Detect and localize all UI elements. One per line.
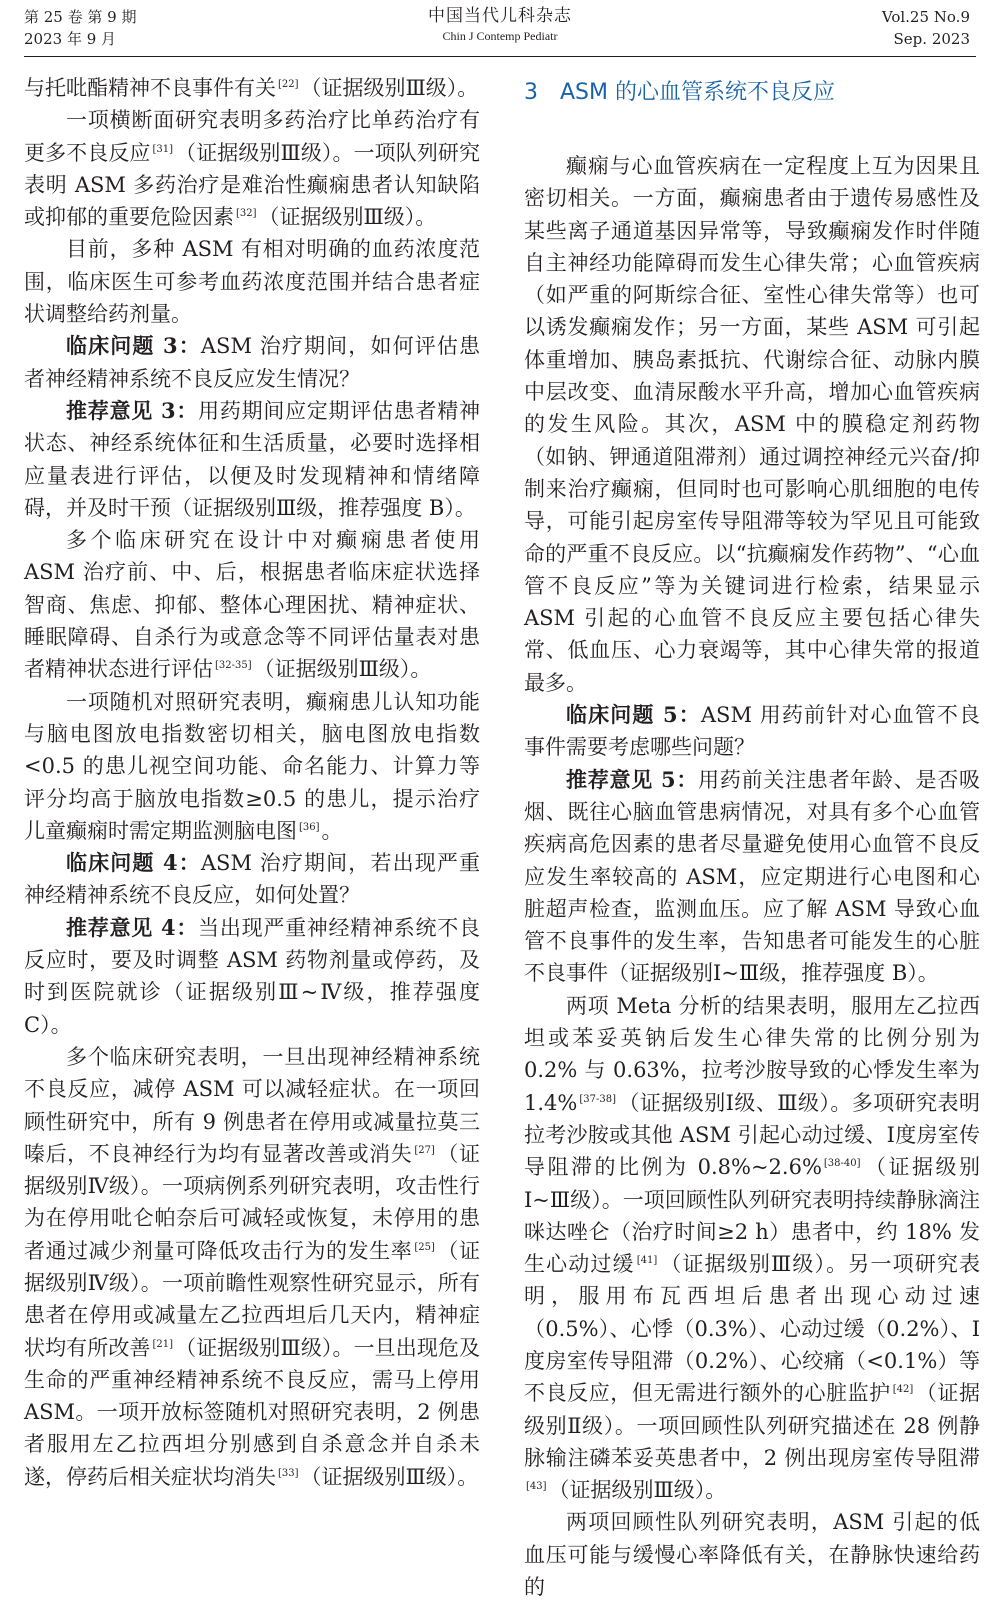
text-run: 与托吡酯精神不良事件有关 <box>24 76 276 100</box>
text-run: ASM 治疗期间，若出现严重神经精神系统不良反应，如何处置？ <box>24 851 480 908</box>
citation: [42] <box>892 1384 914 1396</box>
label-bold: 临床问题 3： <box>66 333 201 359</box>
citation: [41] <box>636 1255 658 1267</box>
right-column <box>524 72 980 1603</box>
text-run: 用药期间应定期评估患者精神状态、神经系统体征和生活质量，必要时选择相应量表进行评估，以便及时发现精神和情绪障碍，并及时干预（证据级别Ⅲ级，推荐强度 B）。 <box>24 398 480 520</box>
citation: [25] <box>414 1241 435 1253</box>
citation: [32-35] <box>215 660 252 672</box>
paragraph <box>24 72 480 104</box>
text-run: 一项横断面研究表明多药治疗比单药治疗有更多不良反应 <box>24 108 480 165</box>
header-center <box>0 5 1000 45</box>
label-bold: 临床问题 5： <box>566 702 701 728</box>
text-run: 多个临床研究在设计中对癫痫患者使用 ASM 治疗前、中、后，根据患者临床症状选择智商、焦虑、抑郁、整体心理困扰、精神症状、睡眠障碍、自杀行为或意念等不同评估量表对患者精神状态进行评估 <box>24 528 480 682</box>
text-run: （证据级别Ⅳ级）。一项前瞻性观察性研究显示，所有患者在停用或减量左乙拉西坦后几天内，精神症状均有所改善 <box>24 1238 481 1360</box>
header-date-cn: 2023 年 9 月 <box>24 30 117 48</box>
paragraph <box>24 686 480 847</box>
paragraph <box>524 150 980 699</box>
label-bold: 推荐意见 5： <box>566 766 699 792</box>
recommendation-5 <box>524 764 980 990</box>
text-run: 两项 Meta 分析的结果表明，服用左乙拉西坦或苯妥英钠后发生心律失常的比例分别为 0.2% 与 0.63%，拉考沙胺导致的心悸发生率为 1.4% <box>524 993 980 1115</box>
journal-title-cn: 中国当代儿科杂志 <box>428 6 572 26</box>
label-bold: 推荐意见 3： <box>66 397 199 423</box>
citation: [38-40] <box>823 1158 861 1170</box>
paragraph <box>24 233 480 330</box>
citation: [31] <box>152 143 174 155</box>
citation: [32] <box>236 208 257 220</box>
clinical-question-4 <box>24 847 480 912</box>
citation: [27] <box>414 1144 435 1156</box>
label-bold: 临床问题 4： <box>66 850 201 876</box>
text-run: （证据级别Ⅲ级）。一旦出现危及生命的严重神经精神系统不良反应，需马上停用 ASM。一项开放标签随机对照研究表明，2 例患者服用左乙拉西坦分别感到自杀意念并自杀未遂，停药后相关症状均消失 <box>24 1335 480 1489</box>
paragraph <box>24 1041 480 1493</box>
text-run: （证据级别Ⅳ级）。一项病例系列研究表明，攻击性行为在停用吡仑帕奈后可减轻或恢复，未停用的患者通过减少剂量可降低攻击行为的发生率 <box>24 1141 481 1263</box>
text-run: （证据级别Ⅲ级）。 <box>300 1464 479 1489</box>
paragraph <box>24 524 480 685</box>
running-header <box>0 0 1000 56</box>
text-run: （证据级别Ⅲ级）。 <box>548 1478 727 1503</box>
citation: [21] <box>152 1338 174 1350</box>
text-run: （证据级别Ⅲ级）。一项队列研究表明 ASM 多药治疗是难治性癫痫患者认知缺陷或抑郁的重要危险因素 <box>24 140 480 230</box>
header-volume-cn: 第 25 卷 第 9 期 <box>24 8 137 26</box>
left-column <box>24 72 480 1493</box>
text-run: 两项回顾性队列研究表明，ASM 引起的低血压可能与缓慢心率降低有关，在静脉快速给药的 <box>524 1510 980 1600</box>
journal-title-en: Chin J Contemp Pediatr <box>442 29 558 43</box>
text-run: 用药前关注患者年龄、是否吸烟、既往心脑血管患病情况，对具有多个心血管疾病高危因素的患者尽量避免使用心血管不良反应发生率较高的 ASM，应定期进行心电图和心脏超声检查，监测血压。应了解 ASM 导致心血管不良事件的发生率，告知患者可能发生的心脏不良事件（证据级别Ⅰ~Ⅲ级，推荐强度 B）。 <box>524 767 980 986</box>
citation: [36] <box>299 821 320 833</box>
text-run: （证据级别Ⅱ级）。一项回顾性队列研究描述在 28 例静脉输注磷苯妥英患者中，2 例出现房室传导阻滞 <box>524 1381 981 1470</box>
citation: [33] <box>278 1467 299 1479</box>
text-run: （证据级别Ⅲ级）。 <box>300 76 479 100</box>
citation: [43] <box>526 1481 547 1493</box>
paragraph <box>24 104 480 233</box>
recommendation-3 <box>24 395 480 524</box>
text-run: （证据级别Ⅰ~Ⅲ级）。一项回顾性队列研究表明持续静脉滴注咪达唑仑（治疗时间≥2 h）患者中，约 18% 发生心动过缓 <box>524 1155 980 1277</box>
citation: [22] <box>278 79 299 90</box>
citation: [37-38] <box>579 1093 616 1105</box>
header-date-en: Sep. 2023 <box>893 30 970 48</box>
clinical-question-3 <box>24 330 480 395</box>
text-run: 。 <box>321 818 343 843</box>
text-run: （证据级别Ⅲ级）。 <box>258 205 437 230</box>
text-run: 当出现严重神经精神系统不良反应时，要及时调整 ASM 药物剂量或停药，及时到医院就诊（证据级别Ⅲ~Ⅳ级，推荐强度 C）。 <box>24 915 480 1037</box>
clinical-question-5 <box>524 699 980 764</box>
paragraph <box>524 1506 980 1603</box>
header-divider <box>24 56 976 57</box>
text-run: 多个临床研究表明，一旦出现神经精神系统不良反应，减停 ASM 可以减轻症状。在一项回顾性研究中，所有 9 例患者在停用或减量拉莫三嗪后，不良神经行为均有显著改善或消失 <box>24 1044 480 1166</box>
text-run: 癫痫与心血管疾病在一定程度上互为因果且密切相关。一方面，癫痫患者由于遗传易感性及某些离子通道基因异常等，导致癫痫发作时伴随自主神经功能障碍而发生心律失常；心血管疾病（如严重的阿斯综合征、室性心律失常等）也可以诱发癫痫发作；另一方面，某些 ASM 可引起体重增加、胰岛素抵抗、代谢综合征、动脉内膜中层改变、血清尿酸水平升高，增加心血管疾病的发生风险。其次，ASM 中的膜稳定剂药物（如钠、钾通道阻滞剂）通过调控神经元兴奋/抑制来治疗癫痫，但同时也可影响心肌细胞的电传导，可能引起房室传导阻滞等较为罕见且可能致命的严重不良反应。以“抗癫痫发作药物”、“心血管不良反应”等为关键词进行检索，结果显示 ASM 引起的心血管不良反应主要包括心律失常、低血压、心力衰竭等，其中心律失常的报道最多。 <box>524 154 980 695</box>
text-run: ASM 治疗期间，如何评估患者神经精神系统不良反应发生情况？ <box>24 334 480 391</box>
text-run: 目前，多种 ASM 有相对明确的血药浓度范围，临床医生可参考血药浓度范围并结合患者症状调整给药剂量。 <box>24 237 480 327</box>
recommendation-4 <box>24 912 480 1041</box>
label-bold: 推荐意见 4： <box>66 914 199 940</box>
text-run: （证据级别Ⅲ级）。 <box>253 657 432 682</box>
text-run: （证据级别Ⅲ级）。另一项研究表明，服用布瓦西坦后患者出现心动过速（0.5%）、心悸（0.3%）、心动过缓（0.2%）、Ⅰ度房室传导阻滞（0.2%）、心绞痛（<0.1%）等不良反应，但无需进行额外的心脏监护 <box>524 1252 980 1406</box>
header-right <box>882 6 970 50</box>
paragraph <box>524 990 980 1507</box>
section-heading: 3 ASM 的心血管系统不良反应 <box>524 80 835 105</box>
header-volume-en: Vol.25 No.9 <box>881 8 970 26</box>
text-run: （证据级别Ⅰ级、Ⅲ级）。多项研究表明拉考沙胺或其他 ASM 引起心动过缓、Ⅰ度房室传导阻滞的比例为 0.8%~2.6% <box>524 1090 980 1180</box>
text-run: ASM 用药前针对心血管不良事件需要考虑哪些问题？ <box>524 703 980 760</box>
text-run: 一项随机对照研究表明，癫痫患儿认知功能与脑电图放电指数密切相关，脑电图放电指数<0.5 的患儿视空间功能、命名能力、计算力等评分均高于脑放电指数≥0.5 的患儿，提示治疗儿童癫痫时需定期监测脑电图 <box>24 689 480 843</box>
